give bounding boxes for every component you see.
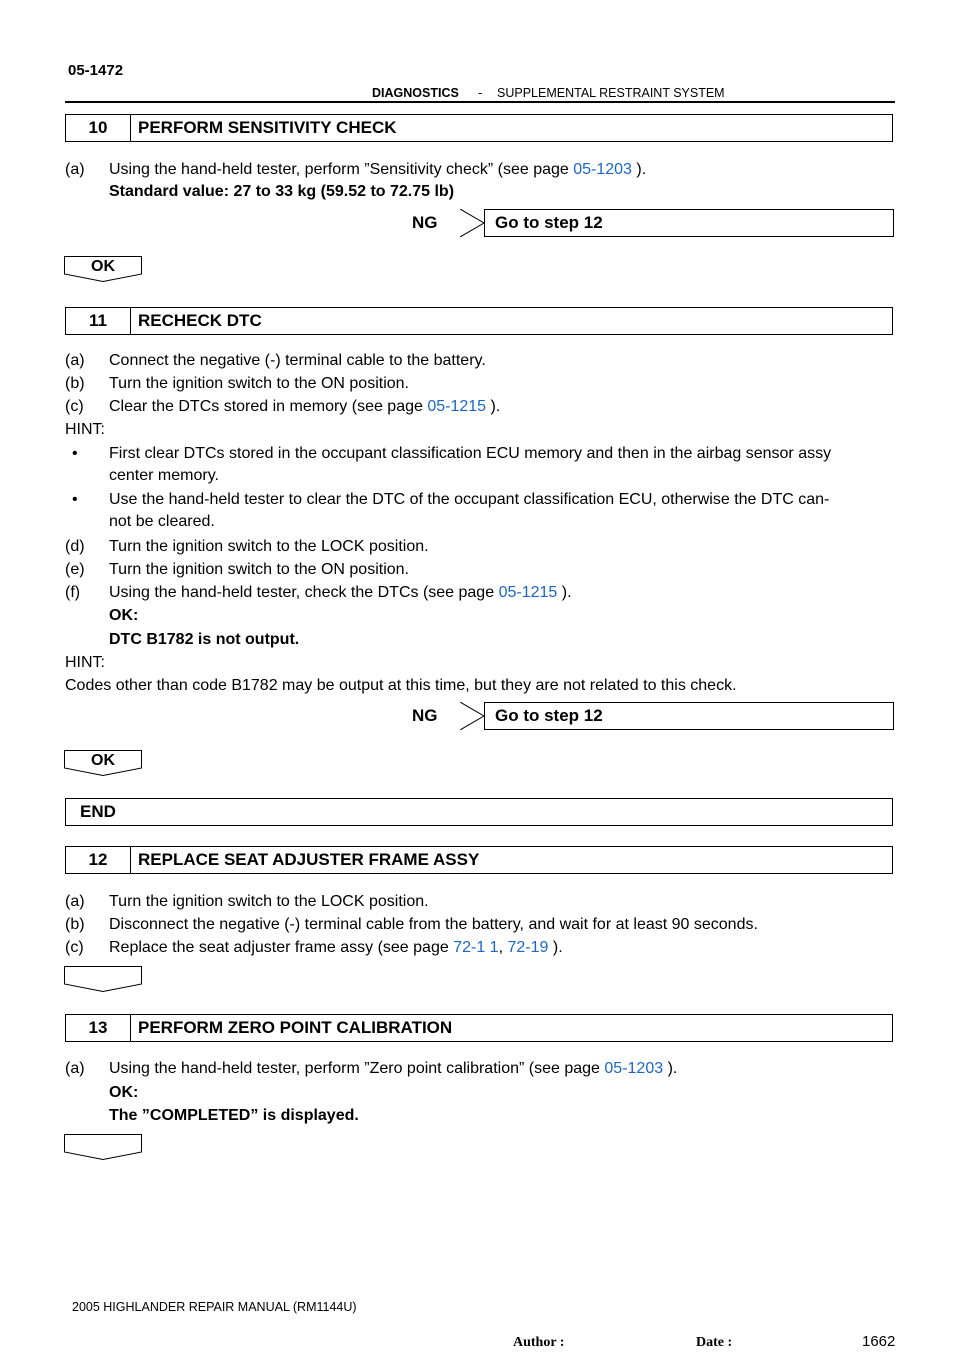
bullet-text-cont: center memory. [109, 467, 219, 484]
flow-connector-box [64, 1134, 144, 1160]
subsection-title: SUPPLEMENTAL RESTRAINT SYSTEM [497, 86, 725, 100]
item-text: Turn the ignition switch to the LOCK position. [109, 893, 429, 910]
end-box [65, 798, 893, 826]
hint-bullet-2 [0, 489, 960, 533]
ok-flow-box [64, 750, 142, 776]
step-10-item-a [0, 159, 960, 181]
item-label: (f) [65, 584, 81, 601]
item-label: (a) [65, 352, 85, 369]
step-number: 11 [66, 308, 131, 334]
ok-heading: OK: [109, 607, 139, 624]
date-label: Date : [696, 1335, 733, 1350]
item-label: (b) [65, 916, 85, 933]
step-title: PERFORM SENSITIVITY CHECK [138, 118, 397, 137]
item-text: Using the hand-held tester, perform ”Sensitivity check” (see page [109, 161, 569, 178]
author-label: Author : [513, 1335, 565, 1350]
ok-heading: OK: [109, 1084, 139, 1101]
item-label: (c) [65, 939, 84, 956]
step-12-item-b [0, 914, 960, 936]
step-12-header [65, 846, 893, 874]
step-12-item-c [0, 937, 960, 959]
manual-footer: 2005 HIGHLANDER REPAIR MANUAL (RM1144U) [72, 1300, 357, 1314]
page-number: 05-1472 [68, 62, 124, 79]
section-title [372, 86, 459, 100]
item-text: Turn the ignition switch to the LOCK position. [109, 538, 429, 555]
end-label: END [80, 802, 116, 821]
header-rule [65, 101, 895, 103]
page-link-2[interactable]: 72-19 [507, 939, 549, 956]
ng-label: NG [412, 706, 438, 725]
page-link[interactable]: 05-1203 [604, 1060, 664, 1077]
page-footer-number: 1662 [862, 1333, 896, 1350]
page-link[interactable]: 05-1203 [573, 161, 632, 178]
ok-label: OK [91, 752, 115, 769]
bullet-icon: • [72, 491, 78, 508]
step-11-item-b [0, 373, 960, 395]
step-title: REPLACE SEAT ADJUSTER FRAME ASSY [138, 850, 480, 869]
page-link[interactable]: 05-1215 [427, 398, 487, 415]
step-13-header [65, 1014, 893, 1042]
item-tail: ). [490, 398, 501, 415]
flow-connector-box [64, 966, 144, 992]
step-title: RECHECK DTC [138, 311, 262, 330]
item-label: (a) [65, 893, 85, 910]
hint-text-2: Codes other than code B1782 may be output at this time, but they are not related to this check. [65, 677, 737, 694]
step-11-item-c [0, 396, 960, 418]
item-text: Using the hand-held tester, perform ”Zero point calibration” (see page [109, 1060, 600, 1077]
item-label: (b) [65, 375, 85, 392]
bullet-icon: • [72, 445, 78, 462]
item-label: (a) [65, 1060, 85, 1077]
hint-label-2: HINT: [65, 654, 105, 671]
ok-result: The ”COMPLETED” is displayed. [109, 1107, 359, 1124]
link-separator: , [498, 939, 504, 956]
bullet-text: Use the hand-held tester to clear the DTC of the occupant classification ECU, otherwise the DTC can- [109, 491, 830, 508]
item-text: Clear the DTCs stored in memory (see page [109, 398, 423, 415]
step-11-item-a [0, 350, 960, 372]
ng-target-box: Go to step 12 [484, 209, 894, 237]
step-12-item-a [0, 891, 960, 913]
ok-result: DTC B1782 is not output. [109, 631, 300, 648]
bullet-text: First clear DTCs stored in the occupant classification ECU memory and then in the airbag sensor assy [109, 445, 832, 462]
item-label: (a) [65, 161, 85, 178]
item-text: Disconnect the negative (-) terminal cable from the battery, and wait for at least 90 seconds. [109, 916, 758, 933]
hint-label: HINT: [65, 421, 105, 438]
item-label: (c) [65, 398, 84, 415]
ng-arrow-icon [460, 209, 486, 237]
step-11-item-e [0, 559, 960, 581]
step-10-header [65, 114, 893, 142]
item-text: Replace the seat adjuster frame assy (see page [109, 939, 449, 956]
item-text: Turn the ignition switch to the ON position. [109, 375, 409, 392]
item-tail: ). [561, 584, 572, 601]
item-text: Turn the ignition switch to the ON position. [109, 561, 409, 578]
section-name: DIAGNOSTICS [372, 86, 459, 100]
section-label: - [478, 86, 483, 100]
step-11-header [65, 307, 893, 335]
item-text: Using the hand-held tester, check the DTCs (see page [109, 584, 495, 601]
item-tail: ). [667, 1060, 678, 1077]
ok-flow-box [64, 256, 142, 282]
page-link[interactable]: 05-1215 [498, 584, 558, 601]
step-11-item-f [0, 582, 960, 604]
item-label: (e) [65, 561, 85, 578]
step-11-item-d [0, 536, 960, 558]
hint-bullet-1 [0, 443, 960, 487]
standard-value: Standard value: 27 to 33 kg (59.52 to 72.75 lb) [109, 183, 455, 200]
step-number: 12 [66, 847, 131, 873]
item-text: Connect the negative (-) terminal cable to the battery. [109, 352, 486, 369]
item-tail: ). [552, 939, 563, 956]
step-number: 10 [66, 115, 131, 141]
ok-label: OK [91, 258, 115, 275]
step-number: 13 [66, 1015, 131, 1041]
item-tail: ). [636, 161, 647, 178]
page-link-1[interactable]: 72-1 1 [453, 939, 499, 956]
ng-arrow-icon [460, 702, 486, 730]
step-13-item-a [0, 1058, 960, 1080]
ng-target-box: Go to step 12 [484, 702, 894, 730]
bullet-text-cont: not be cleared. [109, 513, 215, 530]
ng-label: NG [412, 213, 438, 232]
step-title: PERFORM ZERO POINT CALIBRATION [138, 1018, 453, 1037]
item-label: (d) [65, 538, 85, 555]
